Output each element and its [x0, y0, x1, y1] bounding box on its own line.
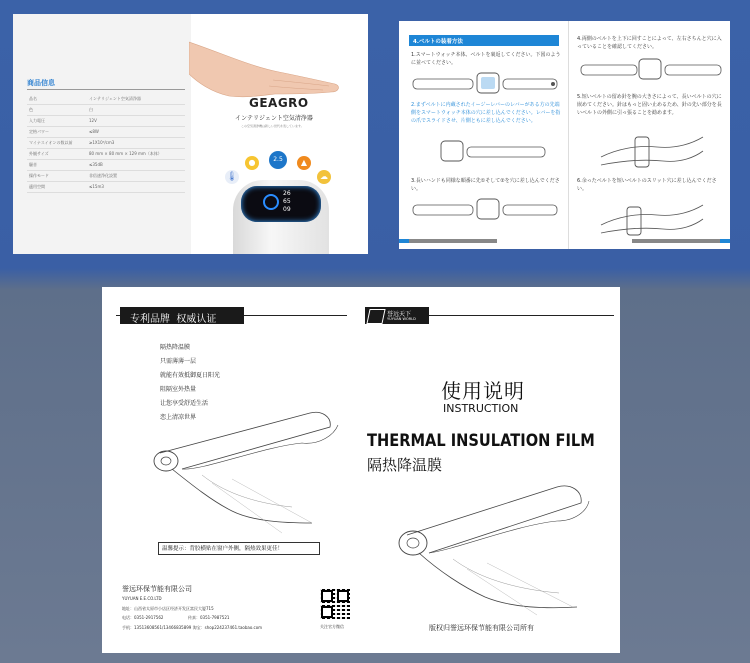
- qr-caption: 关注官方微信: [320, 624, 344, 629]
- product-name: インテリジェント空気清浄器: [235, 115, 313, 122]
- spec-title-underline: [27, 89, 185, 90]
- top-right-page: [399, 21, 730, 249]
- spec-row: [27, 182, 185, 193]
- tip-box: 温馨提示：背胶横贴在窗户外侧，隔热效果更佳！: [158, 542, 320, 555]
- logo: 誉远天下 YUYUAN WORLD: [365, 307, 429, 324]
- film-roll-illustration-cover: [387, 477, 607, 617]
- spec-value: ≤15m3: [89, 184, 104, 189]
- spec-value: ≤8W: [89, 129, 99, 134]
- qr-code: [320, 589, 350, 619]
- feature-item: 让您享受舒适生活: [160, 400, 209, 407]
- feature-item: 阻隔室外热量: [160, 386, 197, 393]
- feature-item: 就能有效抵御夏日阳光: [160, 372, 221, 379]
- spec-key: 操作モード: [29, 173, 49, 178]
- page-footer-bar-left: [399, 239, 497, 243]
- company-name-en: YUYUAN E.E.CO.LTD: [122, 596, 162, 601]
- film-roll-illustration: [142, 405, 352, 535]
- page-marker-left: [399, 239, 409, 243]
- address: 地址：山西省太原市小店区经济开发区富民大厦715: [122, 606, 214, 611]
- step-6: 6.余ったベルトを短いベルトのスリット穴に差し込んでください。: [577, 178, 717, 192]
- watch-illustration-4: [579, 57, 725, 81]
- mobile: 手机：13513608561/13466835899 淘宝：shop224237461.taobao.com: [122, 625, 263, 630]
- spec-key: 色: [29, 107, 33, 112]
- page-marker-right: [720, 239, 730, 243]
- product-title-en: THERMAL INSULATION FILM: [367, 431, 595, 451]
- step-4: 4.両側のベルトを上下に回すことによって、左右さちんと穴に入っていることを確認してください。: [577, 36, 722, 50]
- step-5: 5.短いベルトの留め針を腕の大きさによって、長いベルトの穴に嵌めてください。針はもっと固い止めるため、針の先い部分を長いベルトの外側に引っ張ることを勧めます。: [577, 94, 722, 116]
- drop-icon: ●: [245, 156, 259, 170]
- feature-item: 只需薄薄一层: [160, 358, 197, 365]
- spec-row: [27, 138, 185, 149]
- spec-key: 入力電圧: [29, 118, 45, 123]
- spec-value: 非倍速浄化設置: [89, 173, 117, 178]
- spec-row: [27, 94, 185, 105]
- spec-key: 騒音: [29, 162, 37, 167]
- spec-title: 商品信息: [27, 79, 55, 87]
- feature-item: 恋上清凉世界: [160, 414, 197, 421]
- spec-row: [27, 149, 185, 160]
- cloud-icon: ☁: [317, 170, 331, 184]
- brand-name: GEAGRO: [249, 96, 309, 110]
- spec-row: [27, 116, 185, 127]
- spec-value: 80 mm × 80 mm × 129 mm（本体）: [89, 151, 162, 156]
- purifier-screen: 26 65 09: [241, 186, 321, 222]
- step-2: 2.まずベルトに内蔵されたイージーレバーのレバーがある方の先端側をスマートウォッチ本体の穴に差し込んでください。レバーを指の爪でスライドさせ、片側ともに差し込んでください。: [411, 102, 561, 124]
- spec-row: [27, 160, 185, 171]
- page-footer-bar-right: [632, 239, 730, 243]
- spec-key: 品名: [29, 96, 37, 101]
- spec-key: マイナスイオンの数以前: [29, 140, 73, 145]
- feature-item: 隔热降温膜: [160, 344, 191, 351]
- company-name: 誉远环保节能有限公司: [122, 585, 192, 593]
- spec-row: [27, 171, 185, 182]
- bottom-left-page: [102, 287, 361, 653]
- fire-icon: ▲: [297, 156, 311, 170]
- phone: 电话：0351-2917562: [122, 615, 164, 620]
- spec-key: 適用空間: [29, 184, 45, 189]
- logo-mark-icon: [366, 309, 385, 324]
- top-left-page: [13, 14, 368, 254]
- product-title-cn: 隔热降温膜: [367, 456, 443, 474]
- spec-key: 定格パワー: [29, 129, 49, 134]
- wrist-illustration-1: [597, 127, 707, 169]
- pm25-icon: 2.5: [269, 151, 287, 169]
- thermometer-icon: 🌡: [226, 172, 238, 182]
- bottom-right-page: [361, 287, 620, 653]
- spec-key: 外観サイズ: [29, 151, 49, 156]
- section-heading: 4.ベルトの装着方法: [409, 35, 559, 46]
- step-1: 1.スマートウォッチ本体、ベルトを裏返してください。下図のように並べてください。: [411, 52, 561, 66]
- title-en: INSTRUCTION: [443, 402, 519, 415]
- divider-line: [568, 21, 569, 249]
- spec-row: [27, 105, 185, 116]
- hand-illustration: [189, 14, 349, 104]
- brand-banner: 专利品牌 权威认证: [120, 307, 244, 324]
- spec-value: ≤35dB: [89, 162, 103, 167]
- copyright: 版权归誉远环保节能有限公司所有: [429, 624, 534, 632]
- spec-value: ≥1X10⁶/cm3: [89, 140, 115, 145]
- watch-illustration-1: [411, 71, 561, 95]
- spec-row: [27, 127, 185, 138]
- wrist-illustration-2: [597, 195, 707, 237]
- spec-value: 12V: [89, 118, 97, 123]
- purifier-device: [233, 180, 329, 254]
- watch-illustration-3: [411, 197, 561, 221]
- spec-value: 白: [89, 107, 93, 112]
- fax: 传真：0351-7987521: [188, 615, 230, 620]
- step-3: 3.長いハンドも同様な順番に先①そして②を穴に差し込んでください。: [411, 178, 560, 192]
- title-cn: 使用说明: [441, 379, 525, 403]
- watch-illustration-2: [439, 139, 549, 163]
- product-desc: この空気清浄機は新しい世代を表しています。: [241, 124, 304, 128]
- spec-value: インテリジェント空気清浄器: [89, 96, 141, 101]
